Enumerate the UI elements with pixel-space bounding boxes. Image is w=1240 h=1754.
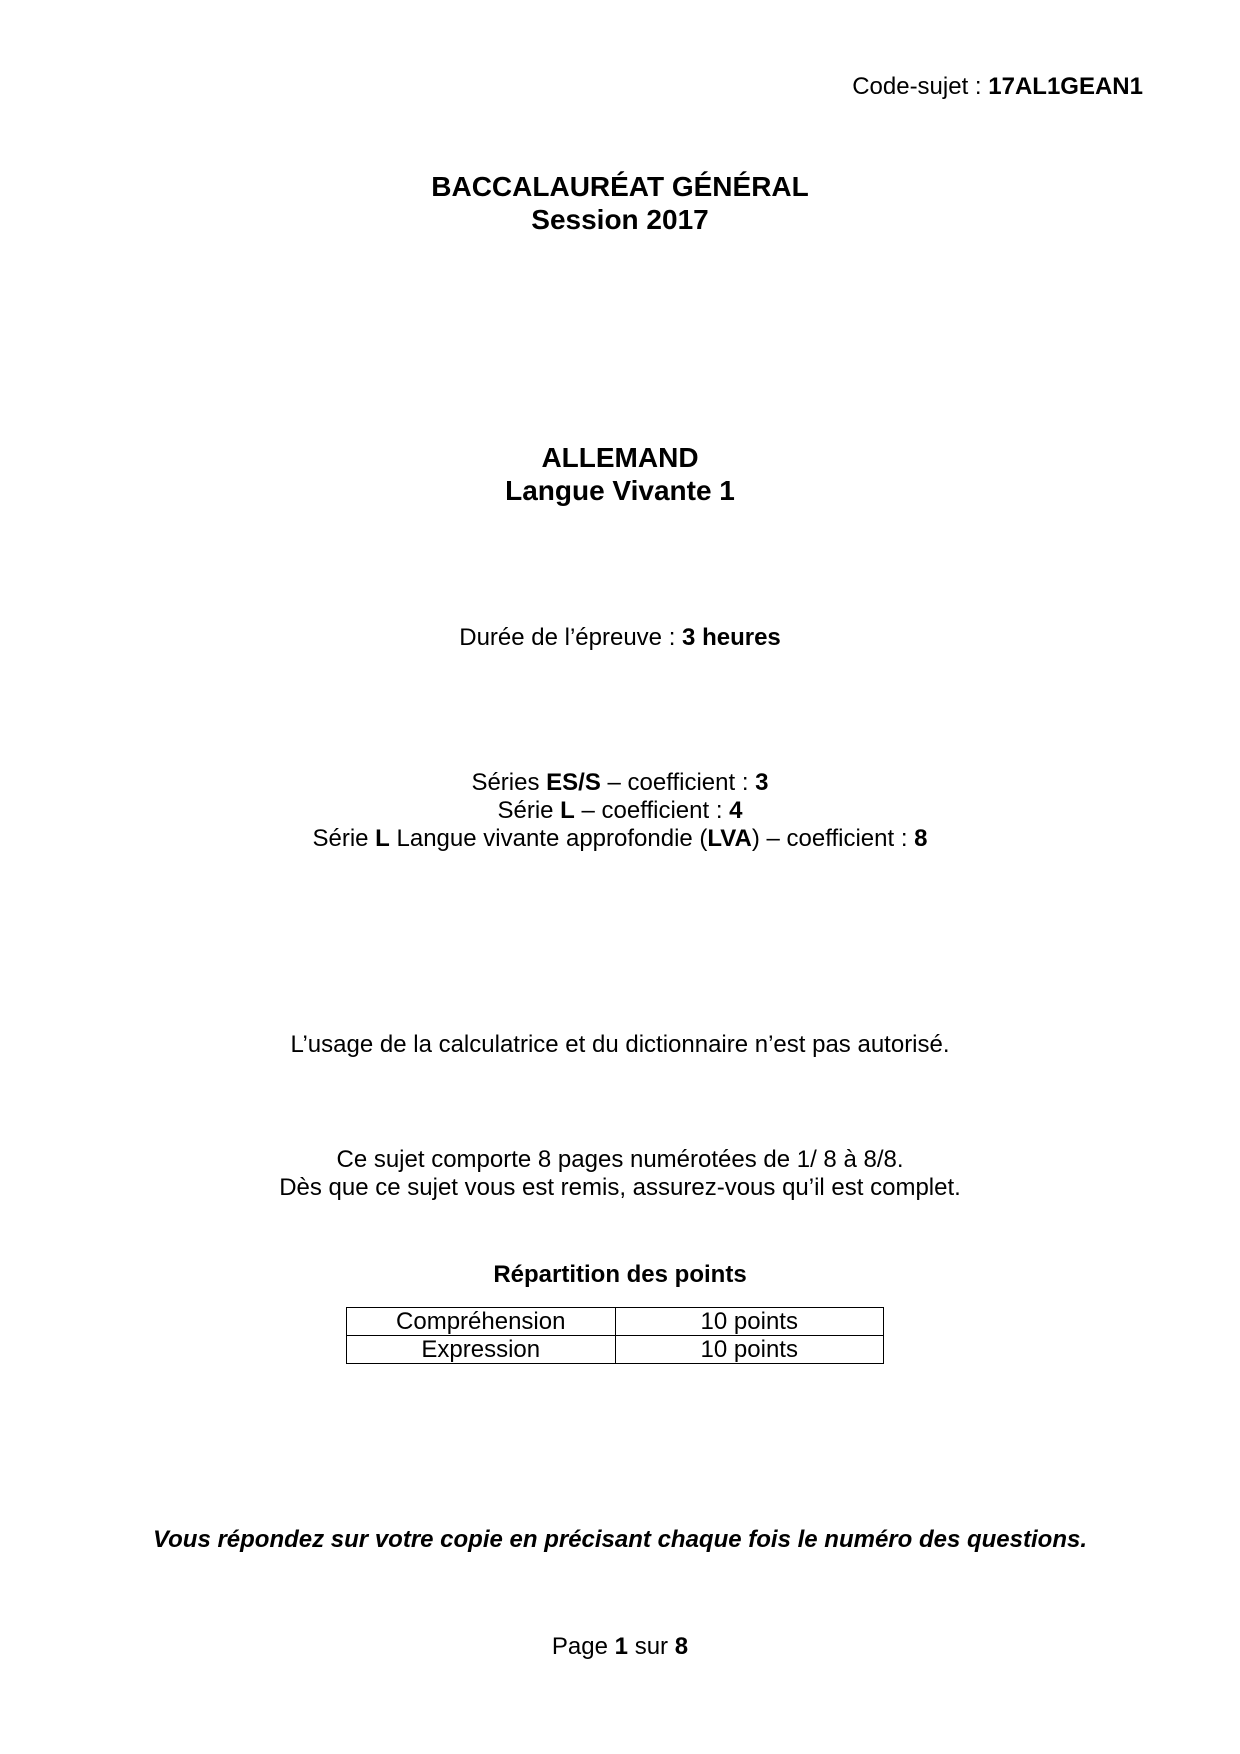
points-heading: Répartition des points [493, 1261, 747, 1288]
duration [0, 624, 1240, 652]
table-row [347, 1336, 884, 1364]
page-label: Page [551, 1633, 608, 1660]
page-sep: sur [634, 1633, 669, 1660]
usage-notice: L’usage de la calculatrice et du dictionnaire n’est pas autorisé. [290, 1031, 950, 1058]
duration-label: Durée de l’épreuve : [459, 624, 676, 651]
subject-level: Langue Vivante 1 [505, 475, 735, 506]
table-cell-points: 10 points [615, 1336, 884, 1364]
code-sujet-label: Code-sujet : [852, 73, 982, 100]
code-sujet [852, 73, 1143, 101]
table-row [347, 1308, 884, 1336]
exam-session: Session 2017 [531, 204, 709, 235]
coefficient-line: Série L Langue vivante approfondie (LVA) – coefficient : 8 [312, 825, 928, 852]
pages-info-line: Ce sujet comporte 8 pages numérotées de 1/ 8 à 8/8. [336, 1146, 904, 1173]
page-total: 8 [674, 1633, 689, 1660]
page-current: 1 [614, 1633, 629, 1660]
table-cell-part: Compréhension [347, 1308, 616, 1336]
points-table [346, 1307, 884, 1364]
subject-name: ALLEMAND [541, 442, 699, 473]
page-number [0, 1633, 1240, 1661]
table-cell-part: Expression [347, 1336, 616, 1364]
code-sujet-value: 17AL1GEAN1 [988, 73, 1143, 100]
exam-title: BACCALAURÉAT GÉNÉRAL [431, 171, 809, 202]
completeness-notice: Dès que ce sujet vous est remis, assurez-vous qu’il est complet. [279, 1174, 961, 1201]
duration-value: 3 heures [682, 624, 781, 651]
answer-instruction: Vous répondez sur votre copie en précisant chaque fois le numéro des questions. [153, 1526, 1087, 1553]
table-cell-points: 10 points [615, 1308, 884, 1336]
coefficient-line: Série L – coefficient : 4 [497, 797, 743, 824]
coefficient-line: Séries ES/S – coefficient : 3 [471, 769, 769, 796]
